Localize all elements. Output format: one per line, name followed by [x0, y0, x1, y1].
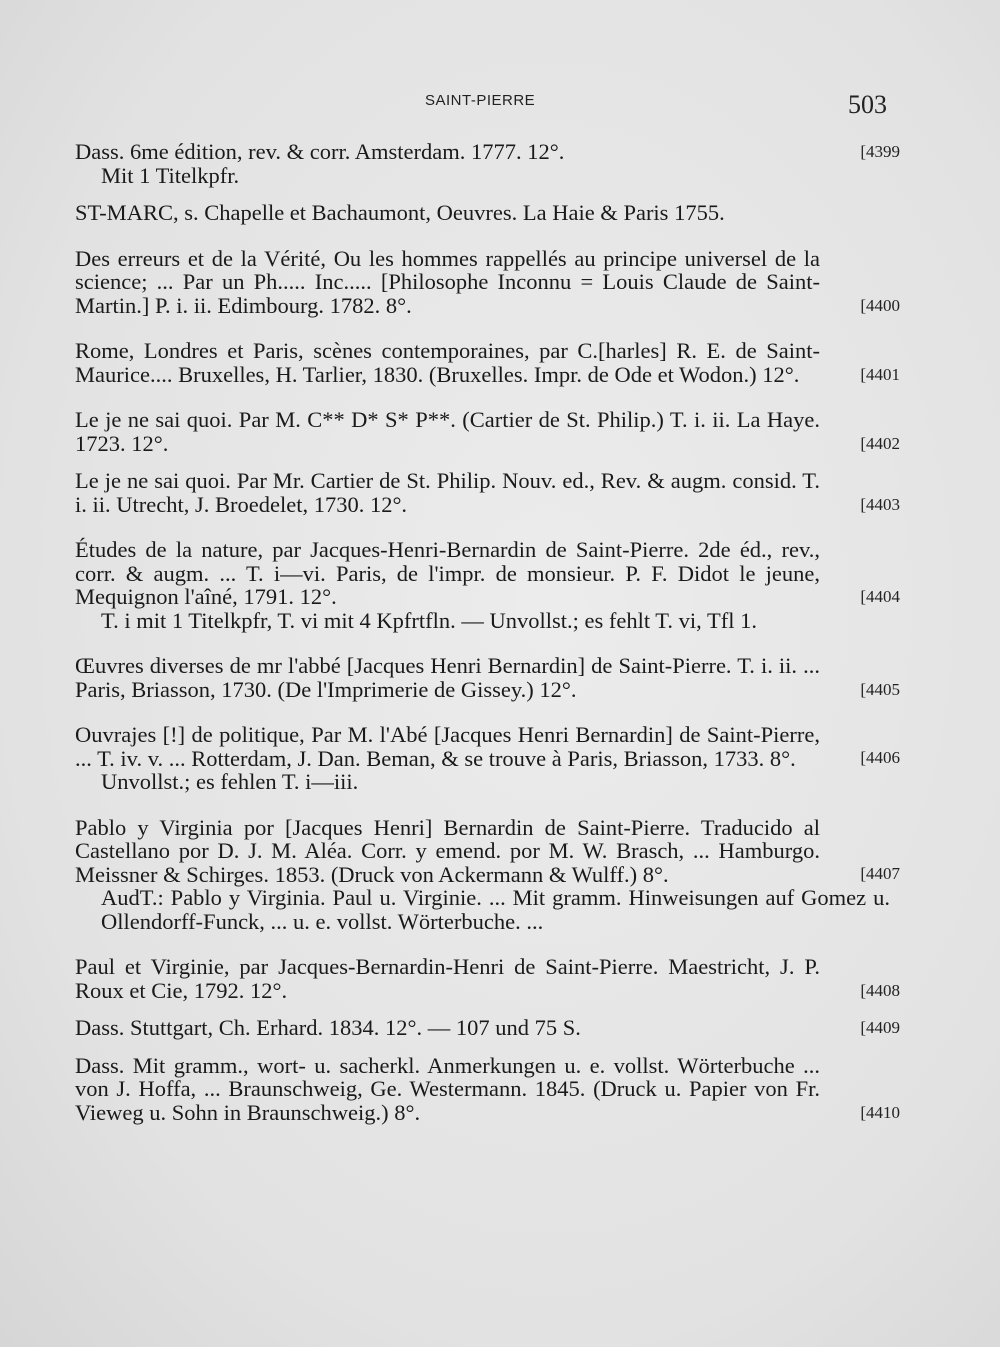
entry-text: Dass. Stuttgart, Ch. Erhard. 1834. 12°. — 107 und 75 S.	[75, 1015, 581, 1040]
running-head: SAINT-PIERRE	[425, 92, 536, 109]
entry-number: [4403	[860, 494, 900, 514]
bibliography-entry	[75, 537, 900, 633]
entry-note: Unvollst.; es fehlen T. i—iii.	[101, 769, 359, 794]
entry-text: Ouvrajes [!] de politique, Par M. l'Abé [Jacques Henri Bernardin] de Saint-Pierre, ... T. iv. v. ... Rotterdam, J. Dan. Beman, & se trouve à Paris, Briasson, 1733. 8°.	[75, 722, 820, 771]
entry-text: ST-MARC, s. Chapelle et Bachaumont, Oeuvres. La Haie & Paris 1755.	[75, 200, 725, 225]
entry-number: [4408	[860, 980, 900, 1000]
entry-text: Des erreurs et de la Vérité, Ou les hommes rappellés au principe universel de la science; ... Par un Ph..... Inc..... [Philosophe Inconnu = Louis Claude de Saint-Martin.] P. i. ii. Edimbourg. 1782. 8°.	[75, 245, 820, 318]
entry-number: [4399	[860, 141, 900, 161]
entry-number: [4404	[860, 586, 900, 606]
entry-number: [4409	[860, 1018, 900, 1037]
entry-number: [4410	[860, 1102, 900, 1122]
entry-text: Dass. 6me édition, rev. & corr. Amsterdam. 1777. 12°.	[75, 139, 565, 164]
entry-text: Le je ne sai quoi. Par M. C** D* S* P**. (Cartier de St. Philip.) T. i. ii. La Haye. 1723. 12°.	[75, 407, 820, 456]
entry-note: T. i mit 1 Titelkpfr, T. vi mit 4 Kpfrtfln. — Unvollst.; es fehlt T. vi, Tfl 1.	[101, 607, 757, 633]
page-number: 503	[848, 90, 887, 119]
bibliography-entry	[75, 139, 900, 188]
entry-note: Mit 1 Titelkpfr.	[101, 162, 240, 188]
bibliography-entry	[75, 814, 900, 934]
entry-number: [4407	[860, 863, 900, 883]
bibliography-entry	[75, 468, 900, 517]
bibliography-entry	[75, 407, 900, 456]
bibliography-entry	[75, 1015, 900, 1040]
entry-number: [4400	[860, 295, 900, 315]
bibliography-entry	[75, 245, 900, 318]
entry-text: Dass. Mit gramm., wort- u. sacherkl. Anmerkungen u. e. vollst. Wörterbuche ... von J. Hoffa, ... Braunschweig, Ge. Westermann. 1845. (Druck u. Papier von Fr. Vieweg u. Sohn in Braunschweig.) 8°.	[75, 1052, 820, 1125]
bibliography-entry	[75, 338, 900, 387]
bibliography-entry	[75, 954, 900, 1003]
bibliography-entry	[75, 722, 900, 794]
bibliography-entry	[75, 1052, 900, 1125]
entry-number: [4401	[860, 364, 900, 384]
bibliography-entry	[75, 653, 900, 702]
entry-text: Pablo y Virginia por [Jacques Henri] Bernardin de Saint-Pierre. Traducido al Castellano por D. J. M. Aléa. Corr. y emend. por M. W. Brasch, ... Hamburgo. Meissner & Schirges. 1853. (Druck von Ackermann & Wulff.) 8°.	[75, 814, 820, 887]
entry-text: Œuvres diverses de mr l'abbé [Jacques Henri Bernardin] de Saint-Pierre. T. i. ii. ... Paris, Briasson, 1730. (De l'Imprimerie de Gissey.) 12°.	[75, 653, 820, 702]
entry-text: Études de la nature, par Jacques-Henri-Bernardin de Saint-Pierre. 2de éd., rev., corr. & augm. ... T. i—vi. Paris, de l'impr. de monsieur. P. F. Didot le jeune, Mequignon l'aîné, 1791. 12°.	[75, 537, 820, 609]
entry-number: [4402	[860, 433, 900, 453]
entry-number: [4406	[860, 748, 900, 767]
entry-text: Le je ne sai quoi. Par Mr. Cartier de St. Philip. Nouv. ed., Rev. & augm. consid. T. i. ii. Utrecht, J. Broedelet, 1730. 12°.	[75, 468, 820, 517]
bibliography-entry	[75, 201, 890, 225]
bibliography-list	[75, 139, 900, 1146]
entry-note: AudT.: Pablo y Virginia. Paul u. Virginie. ... Mit gramm. Hinweisungen auf Gomez u. Ollendorff-Funck, ... u. e. vollst. Wörterbuche. ...	[101, 885, 890, 934]
entry-number: [4405	[860, 679, 900, 699]
entry-text: Rome, Londres et Paris, scènes contemporaines, par C.[harles] R. E. de Saint-Maurice.... Bruxelles, H. Tarlier, 1830. (Bruxelles. Impr. de Ode et Wodon.) 12°.	[75, 338, 820, 387]
entry-text: Paul et Virginie, par Jacques-Bernardin-Henri de Saint-Pierre. Maestricht, J. P. Roux et Cie, 1792. 12°.	[75, 954, 820, 1003]
